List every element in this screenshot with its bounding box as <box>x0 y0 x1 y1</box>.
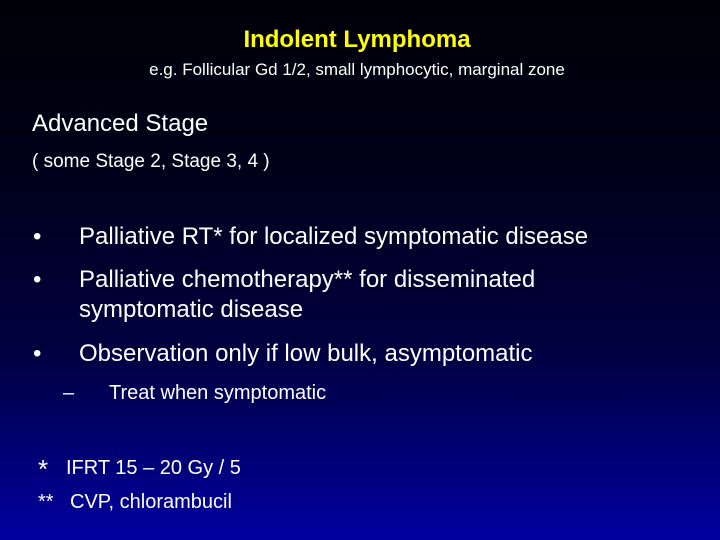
slide-subtitle: e.g. Follicular Gd 1/2, small lymphocytic, marginal zone <box>149 60 565 79</box>
footnote-mark: ** <box>38 491 54 513</box>
footnote-text: CVP, chlorambucil <box>70 491 232 513</box>
footnote <box>38 488 232 516</box>
footnote-text: IFRT 15 – 20 Gy / 5 <box>66 457 241 479</box>
bullet-text: Palliative RT* for localized symptomatic disease <box>79 223 589 250</box>
footnote-mark: * <box>38 454 49 484</box>
bullet-text: Observation only if low bulk, asymptomatic <box>79 340 533 367</box>
bullet-dot-icon: • <box>33 223 42 250</box>
bullet-dot-icon: • <box>33 340 42 367</box>
section-heading: Advanced Stage <box>32 110 209 137</box>
section-subheading: ( some Stage 2, Stage 3, 4 ) <box>32 151 270 172</box>
bullet-text: Palliative chemotherapy** for disseminated symptomatic disease <box>79 266 536 323</box>
dash-icon: – <box>63 382 75 404</box>
sub-bullet-text: Treat when symptomatic <box>109 382 327 404</box>
bullet-dot-icon: • <box>33 266 42 293</box>
slide-title: Indolent Lymphoma <box>243 26 471 53</box>
footnote <box>38 454 241 483</box>
